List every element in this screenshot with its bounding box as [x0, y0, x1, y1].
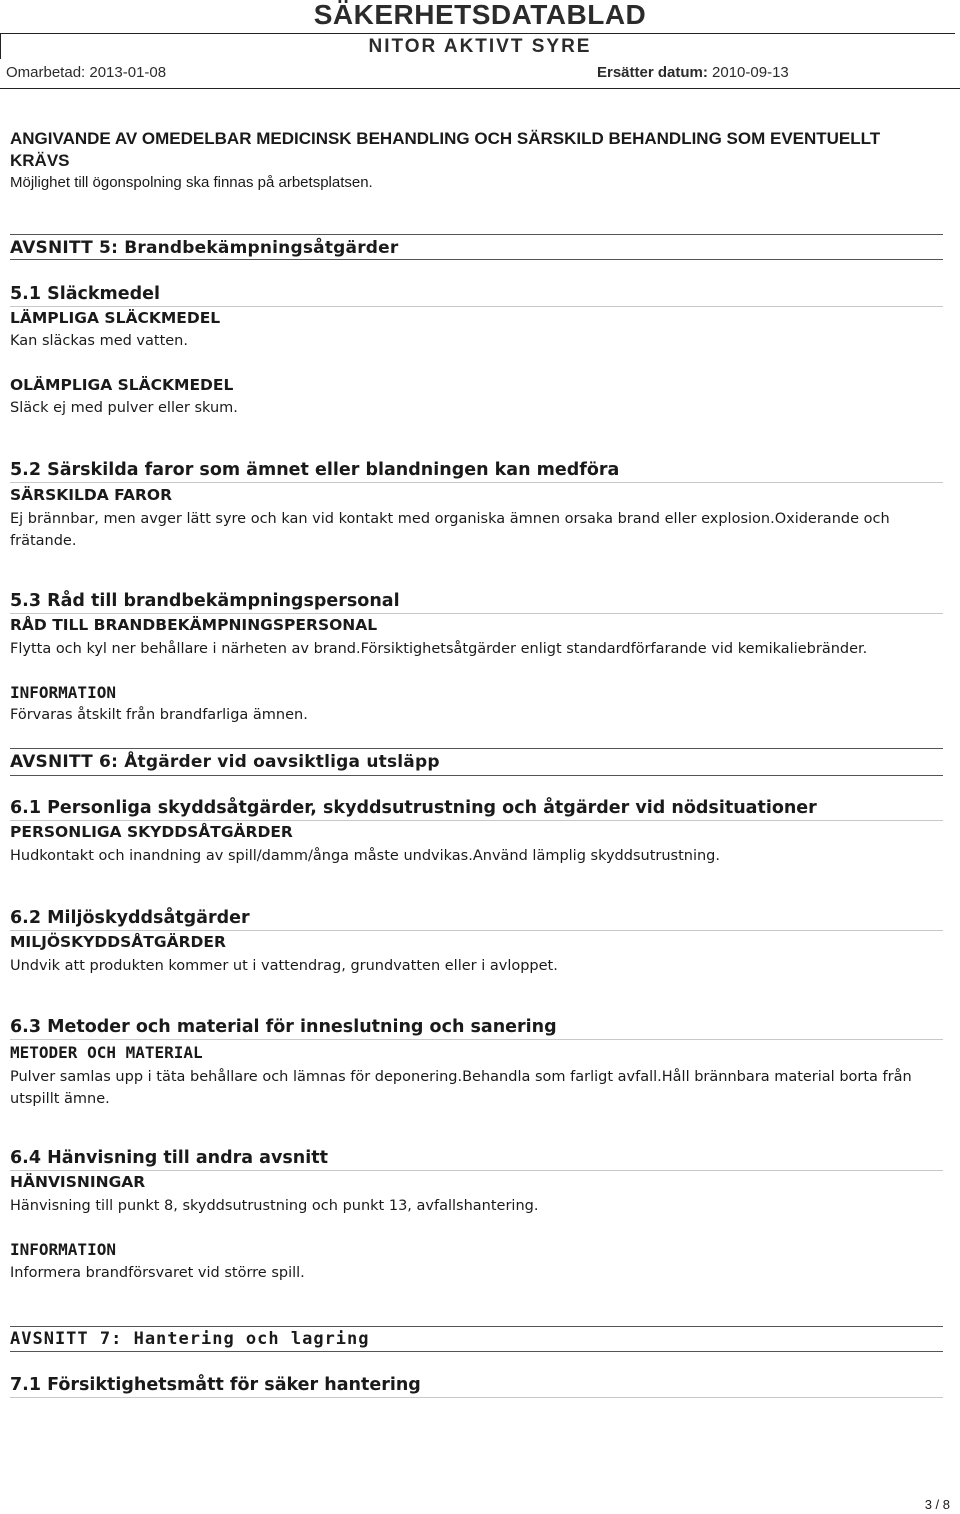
product-name: NITOR AKTIVT SYRE [368, 36, 592, 57]
header-divider [0, 88, 960, 89]
replaces-label: Ersätter datum: [597, 64, 708, 81]
subsection-6-4-title: 6.4 Hänvisning till andra avsnitt [10, 1148, 328, 1168]
subsection-rule [10, 930, 943, 931]
section-rule [10, 748, 943, 749]
firefighter-advice-text: Flytta och kyl ner behållare i närheten av brand.Försiktighetsåtgärder enligt standardförfarande vid kemikaliebränder. [10, 641, 868, 657]
references-text: Hänvisning till punkt 8, skyddsutrustning och punkt 13, avfallshantering. [10, 1198, 539, 1214]
subsection-5-2-title: 5.2 Särskilda faror som ämnet eller blandningen kan medföra [10, 460, 620, 480]
suitable-media-text: Kan släckas med vatten. [10, 333, 188, 349]
section-5-title: AVSNITT 5: Brandbekämpningsåtgärder [10, 238, 399, 258]
containment-methods-label: METODER OCH MATERIAL [10, 1043, 203, 1062]
page-number: 3 / 8 [924, 1497, 950, 1512]
containment-methods-text: Pulver samlas upp i täta behållare och lämnas för deponering.Behandla som farligt avfall.Håll brännbara material borta från utspillt ämne. [10, 1069, 912, 1107]
references-label: HÄNVISNINGAR [10, 1173, 146, 1191]
document-title: SÄKERHETSDATABLAD [313, 0, 647, 30]
section-6-title: AVSNITT 6: Åtgärder vid oavsiktliga utsläpp [10, 752, 440, 772]
unsuitable-media-label: OLÄMPLIGA SLÄCKMEDEL [10, 376, 234, 394]
subsection-rule [10, 306, 943, 307]
environmental-precautions-text: Undvik att produkten kommer ut i vattendrag, grundvatten eller i avloppet. [10, 958, 558, 974]
information-label: INFORMATION [10, 1240, 116, 1259]
section-rule [10, 259, 943, 260]
subsection-5-3-title: 5.3 Råd till brandbekämpningspersonal [10, 591, 400, 611]
subsection-rule [10, 1170, 943, 1171]
section-rule [10, 775, 943, 776]
section-rule [10, 1326, 943, 1327]
information-text: Förvaras åtskilt från brandfarliga ämnen. [10, 707, 308, 723]
special-hazards-label: SÄRSKILDA FAROR [10, 486, 173, 504]
unsuitable-media-text: Släck ej med pulver eller skum. [10, 400, 238, 416]
section-rule [10, 1351, 943, 1352]
personal-precautions-label: PERSONLIGA SKYDDSÅTGÄRDER [10, 823, 293, 841]
environmental-precautions-label: MILJÖSKYDDSÅTGÄRDER [10, 933, 226, 951]
subsection-6-3-title: 6.3 Metoder och material för inneslutning och sanering [10, 1017, 557, 1037]
personal-precautions-text: Hudkontakt och inandning av spill/damm/ånga måste undvikas.Använd lämplig skyddsutrustning. [10, 848, 720, 864]
special-hazards-text: Ej brännbar, men avger lätt syre och kan vid kontakt med organiska ämnen orsaka brand eller explosion.Oxiderande och frätande. [10, 511, 890, 549]
subsection-6-2-title: 6.2 Miljöskyddsåtgärder [10, 908, 250, 928]
subsection-rule [10, 820, 943, 821]
subsection-rule [10, 482, 943, 483]
information-label: INFORMATION [10, 683, 116, 702]
replaces-value: 2010-09-13 [712, 64, 789, 81]
document-header [0, 0, 960, 88]
first-aid-text: Möjlighet till ögonspolning ska finnas på arbetsplatsen. [10, 174, 373, 191]
section-7-title: AVSNITT 7: Hantering och lagring [10, 1329, 370, 1349]
subsection-6-1-title: 6.1 Personliga skyddsåtgärder, skyddsutrustning och åtgärder vid nödsituationer [10, 798, 817, 818]
replaces-date [597, 64, 789, 81]
firefighter-advice-label: RÅD TILL BRANDBEKÄMPNINGSPERSONAL [10, 616, 378, 634]
subsection-5-1-title: 5.1 Släckmedel [10, 284, 161, 304]
suitable-media-label: LÄMPLIGA SLÄCKMEDEL [10, 309, 221, 327]
subsection-rule [10, 1397, 943, 1398]
subsection-7-1-title: 7.1 Försiktighetsmått för säker hantering [10, 1375, 421, 1395]
revised-date: Omarbetad: 2013-01-08 [6, 64, 167, 81]
information-text: Informera brandförsvaret vid större spill. [10, 1265, 305, 1281]
subsection-rule [10, 613, 943, 614]
first-aid-heading: ANGIVANDE AV OMEDELBAR MEDICINSK BEHANDLING OCH SÄRSKILD BEHANDLING SOM EVENTUELLT KRÄVS [10, 129, 881, 170]
section-rule [10, 234, 943, 235]
subsection-rule [10, 1039, 943, 1040]
